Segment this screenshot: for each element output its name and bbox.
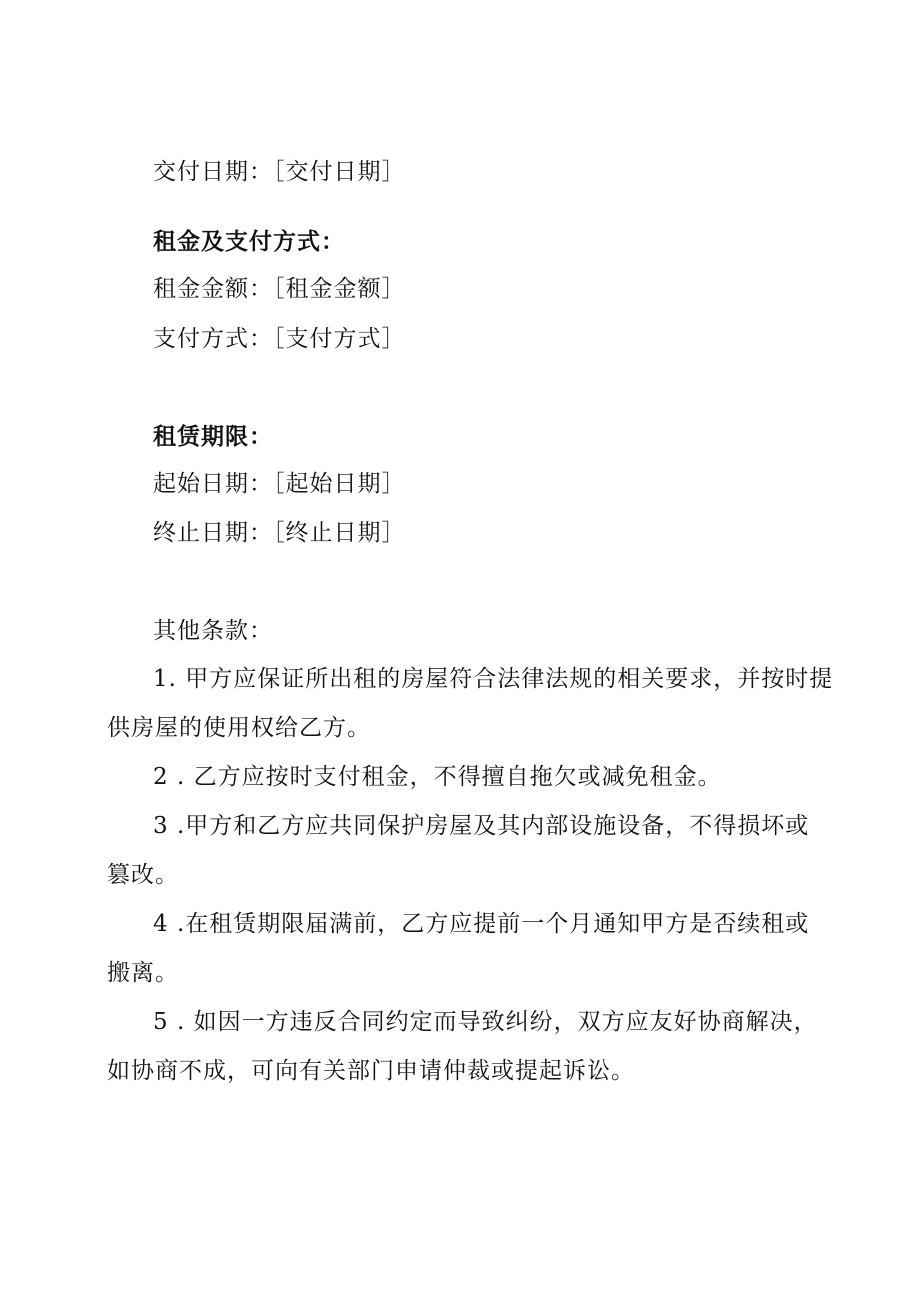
other-terms-heading: 其他条款： <box>153 618 273 644</box>
delivery-date-line <box>153 156 406 188</box>
clause-4-line-1: 4 .在租赁期限届满前，乙方应提前一个月通知甲方是否续租或 <box>153 911 810 937</box>
clause-1-line-1: 1. 甲方应保证所出租的房屋符合法律法规的相关要求，并按时提 <box>153 666 834 692</box>
end-date-label: 终止日期： <box>153 520 273 546</box>
rent-amount-line <box>153 273 406 305</box>
payment-method-line <box>153 323 406 355</box>
rent-section-heading: 租金及支付方式： <box>153 228 345 255</box>
payment-method-value: ［支付方式］ <box>273 326 406 352</box>
start-date-value: ［起始日期］ <box>273 471 406 497</box>
clause-3-line-2: 篡改。 <box>107 862 179 888</box>
rent-amount-label: 租金金额： <box>153 276 273 302</box>
rent-amount-value: ［租金金额］ <box>273 276 406 302</box>
delivery-date-value: ［交付日期］ <box>273 159 406 185</box>
start-date-line <box>153 468 406 500</box>
end-date-line <box>153 517 406 549</box>
end-date-value: ［终止日期］ <box>273 520 406 546</box>
clause-1-line-2: 供房屋的使用权给乙方。 <box>107 715 371 741</box>
delivery-date-label: 交付日期： <box>153 159 273 185</box>
start-date-label: 起始日期： <box>153 471 273 497</box>
clause-2-line-1: 2 . 乙方应按时支付租金，不得擅自拖欠或减免租金。 <box>153 764 722 790</box>
clause-5-line-2: 如协商不成，可向有关部门申请仲裁或提起诉讼。 <box>107 1058 635 1084</box>
term-section-heading: 租赁期限： <box>153 423 273 450</box>
clause-3-line-1: 3 .甲方和乙方应共同保护房屋及其内部设施设备，不得损坏或 <box>153 813 810 839</box>
payment-method-label: 支付方式： <box>153 326 273 352</box>
clause-4-line-2: 搬离。 <box>107 960 179 986</box>
clause-5-line-1: 5 . 如因一方违反合同约定而导致纠纷，双方应友好协商解决， <box>153 1009 818 1035</box>
